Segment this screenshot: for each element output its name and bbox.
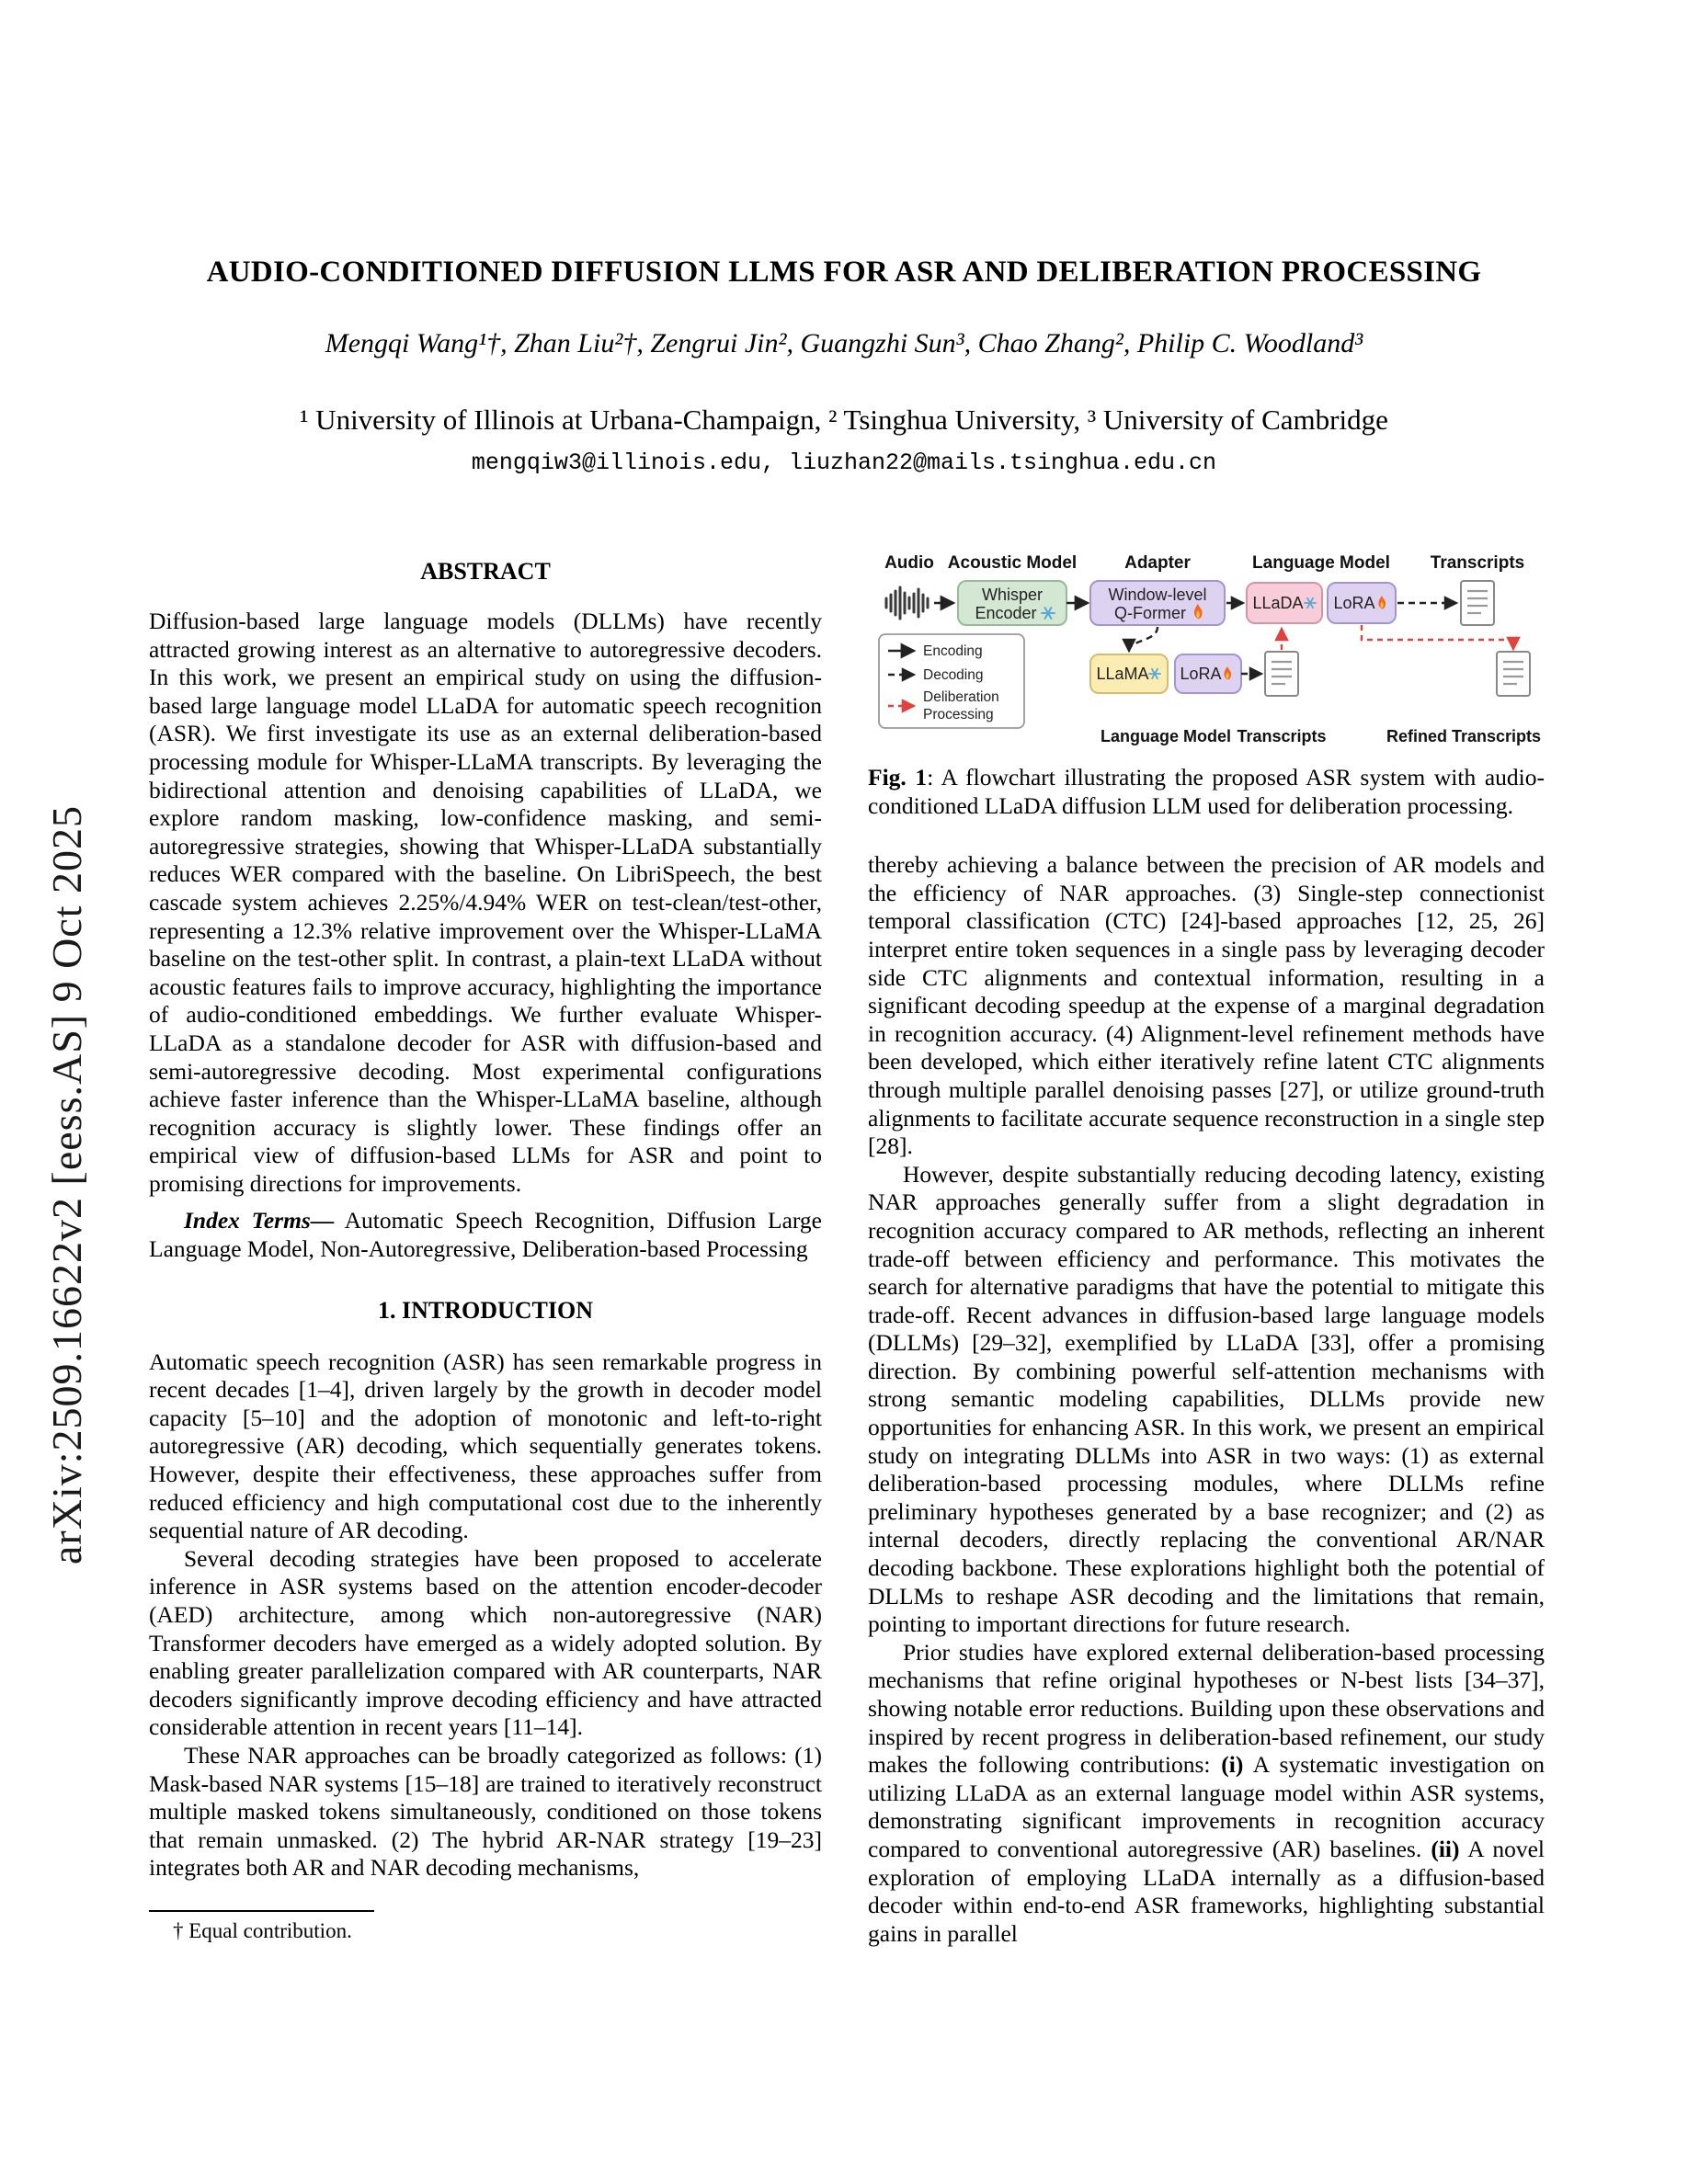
paper-header: [138, 256, 1550, 476]
text-segment: A novel exploration of employing LLaDA internally as a diffusion-based decoder within end-to-end ASR frameworks, highlighting substantial gains in parallel: [868, 1835, 1545, 1947]
figure-1: [868, 552, 1545, 820]
deliberation-arrow-to-refined: [1362, 625, 1513, 649]
contribution-ii-label: (ii): [1431, 1835, 1460, 1862]
arxiv-stamp: arXiv:2509.16622v2 [eess.AS] 9 Oct 2025: [43, 804, 90, 1564]
text-segment: Prior studies have explored external deliberation-based processing mechanisms that refine original hypotheses or N-best lists [34–37], showing notable error reductions. Building upon these observations and inspired by recent progress in deliberation-based refinement, our study makes the following contributions:: [868, 1638, 1545, 1779]
legend-deliberation-label-line1: Deliberation: [923, 689, 999, 705]
intro-paragraph-2: Several decoding strategies have been proposed to accelerate inference in ASR systems based on the attention encoder-decoder (AED) architecture, among which non-autoregressive (NAR) Transformer decoders have emerged as a widely adopted solution. By enabling greater parallelization compared with AR counterparts, NAR decoders significantly improve decoding efficiency and have attracted considerable attention in recent years [11–14].: [149, 1544, 822, 1741]
legend-deliberation-label-line2: Processing: [923, 707, 994, 722]
footnote-rule: [149, 1910, 374, 1912]
llama-label: LLaMA: [1096, 665, 1149, 683]
lora-box-top: [1328, 583, 1396, 623]
figure-caption-text: : A flowchart illustrating the proposed ASR system with audio-conditioned LLaDA diffusion LLM used for deliberation processing.: [868, 764, 1545, 819]
legend-encoding-label: Encoding: [923, 643, 983, 659]
audio-waveform-icon: [886, 587, 928, 619]
llama-box: [1090, 654, 1168, 693]
figure-column-headers: [884, 553, 1524, 573]
refined-transcripts-doc-icon: [1497, 652, 1530, 696]
figure-caption: [868, 764, 1545, 820]
right-column: [868, 552, 1545, 1948]
figure-header-language-model: Language Model: [1252, 553, 1390, 573]
intro-paragraph-1: Automatic speech recognition (ASR) has seen remarkable progress in recent decades [1–4], driven largely by the growth in decoder model capacity [5–10] and the adoption of monotonic and left-to-right autoregressive (AR) decoding, which sequentially generates tokens. However, despite their effectiveness, these approaches suffer from reduced efficiency and high computational cost due to the inherently sequential nature of AR decoding.: [149, 1348, 822, 1544]
qformer-box: [1090, 581, 1225, 625]
contributions-paragraph: [868, 1639, 1545, 1949]
label-refined-transcripts: Refined Transcripts: [1386, 727, 1542, 745]
contribution-i-label: (i): [1221, 1751, 1244, 1779]
paper-title: AUDIO-CONDITIONED DIFFUSION LLMS FOR ASR AND DELIBERATION PROCESSING: [206, 256, 1482, 289]
llada-label: LLaDA: [1252, 594, 1304, 612]
footnote: [149, 1910, 822, 1943]
footnote-text: † Equal contribution.: [173, 1918, 352, 1942]
whisper-encoder-label-line2: Encoder: [975, 604, 1037, 622]
label-language-model-bottom: Language Model: [1100, 727, 1232, 745]
legend-decoding-label: Decoding: [923, 667, 984, 683]
lora-bottom-label: LoRA: [1180, 665, 1222, 683]
index-terms: [149, 1207, 822, 1263]
intro-paragraph-3: These NAR approaches can be broadly categorized as follows: (1) Mask-based NAR systems [15–18] are trained to iteratively reconstruct multiple masked tokens simultaneously, conditioned on those tokens that remain unmasked. (2) The hybrid AR-NAR strategy [19–23] integrates both AR and NAR decoding mechanisms,: [149, 1741, 822, 1882]
figure-1-diagram: [868, 552, 1545, 749]
introduction-heading: 1. INTRODUCTION: [377, 1296, 594, 1324]
lora-top-label: LoRA: [1333, 594, 1375, 612]
abstract-text: Diffusion-based large language models (DLLMs) have recently attracted growing interest as an alternative to autoregressive decoders. In this work, we present an empirical study on using the diffusion-based large language model LLaDA for automatic speech recognition (ASR). We first investigate its use as an external deliberation-based processing module for Whisper-LLaMA transcripts. By leveraging the bidirectional attention and denoising capabilities of LLaDA, we explore random masking, low-confidence masking, and semi-autoregressive strategies, showing that Whisper-LLaDA substantially reduces WER compared with the baseline. On LibriSpeech, the best cascade system achieves 2.25%/4.94% WER on test-clean/test-other, representing a 12.3% relative improvement over the Whisper-LLaMA baseline on the test-other split. In contrast, a plain-text LLaDA without acoustic features fails to improve accuracy, highlighting the importance of audio-conditioned embeddings. We further evaluate Whisper-LLaDA as a standalone decoder for ASR with diffusion-based and semi-autoregressive decoding. Most experimental configurations achieve faster inference than the Whisper-LLaMA baseline, although recognition accuracy is slightly lower. These findings offer an empirical view of diffusion-based LLMs for ASR and point to promising directions for improvements.: [149, 608, 822, 1197]
index-terms-text: Automatic Speech Recognition, Diffusion Large Language Model, Non-Autoregressive, Deliberation-based Processing: [149, 1207, 822, 1263]
figure-caption-label: Fig. 1: [868, 764, 928, 791]
whisper-encoder-box: [958, 581, 1066, 625]
right-paragraph-2: However, despite substantially reducing decoding latency, existing NAR approaches generally suffer from a slight degradation in recognition accuracy compared to AR methods, reflecting an inherent trade-off between efficiency and performance. This motivates the search for alternative paradigms that have the potential to mitigate this trade-off. Recent advances in diffusion-based large language models (DLLMs) [29–32], exemplified by LLaDA [33], offer a promising direction. By combining powerful self-attention mechanisms with strong semantic modeling capabilities, DLLMs provide new opportunities for enhancing ASR. In this work, we present an empirical study on integrating DLLMs into ASR in two ways: (1) as external deliberation-based processing modules, where DLLMs refine preliminary hypotheses generated by a base recognizer; and (2) as internal decoders, directly replacing the conventional AR/NAR decoding backbone. These explorations highlight both the potential of DLLMs to reshape ASR decoding and the limitations that remain, pointing to important directions for future research.: [868, 1160, 1545, 1638]
transcripts-doc-icon-bottom: [1265, 652, 1298, 696]
text-segment: A systematic investigation on utilizing LLaDA as an external language model within ASR systems, demonstrating significant improvements in recognition accuracy compared to conventional autoregressive (AR) baselines.: [868, 1751, 1545, 1862]
abstract-heading: ABSTRACT: [420, 558, 551, 585]
right-paragraph-1: thereby achieving a balance between the precision of AR models and the efficiency of NAR approaches. (3) Single-step connectionist temporal classification (CTC) [24]-based approaches [12, 25, 26] interpret entire token sequences in a single pass by leveraging decoder side CTC alignments and contextual information, resulting in a significant decoding speedup at the expense of a marginal degradation in recognition accuracy. (4) Alignment-level refinement methods have been developed, which either iteratively refine latent CTC alignments through multiple parallel denoising passes [27], or utilize ground-truth alignments to facilitate accurate sequence reconstruction in a single step [28].: [868, 851, 1545, 1160]
authors-line: Mengqi Wang¹†, Zhan Liu²†, Zengrui Jin², Guangzhi Sun³, Chao Zhang², Philip C. Woodland³: [325, 328, 1363, 358]
figure-header-audio: Audio: [884, 553, 934, 573]
emails-line: mengqiw3@illinois.edu, liuzhan22@mails.tsinghua.edu.cn: [471, 449, 1217, 476]
decoding-arrow-to-llama: [1129, 627, 1158, 651]
index-terms-label: Index Terms—: [184, 1207, 335, 1234]
transcripts-doc-icon-top: [1461, 581, 1494, 625]
figure-header-transcripts: Transcripts: [1430, 553, 1525, 573]
figure-header-acoustic-model: Acoustic Model: [947, 553, 1078, 573]
figure-header-adapter: Adapter: [1124, 553, 1191, 573]
figure-bottom-labels: [1101, 727, 1541, 745]
qformer-label-line2: Q-Former: [1114, 604, 1186, 622]
llada-box: [1247, 583, 1322, 623]
whisper-encoder-label-line1: Whisper: [981, 586, 1044, 604]
left-column: [149, 558, 822, 1943]
affiliations-line: ¹ University of Illinois at Urbana-Champaign, ² Tsinghua University, ³ University of Cambridge: [300, 404, 1388, 436]
figure-legend: [879, 634, 1024, 728]
lora-box-bottom: [1175, 654, 1241, 693]
qformer-label-line1: Window-level: [1108, 586, 1207, 604]
label-transcripts-bottom: Transcripts: [1237, 727, 1327, 745]
